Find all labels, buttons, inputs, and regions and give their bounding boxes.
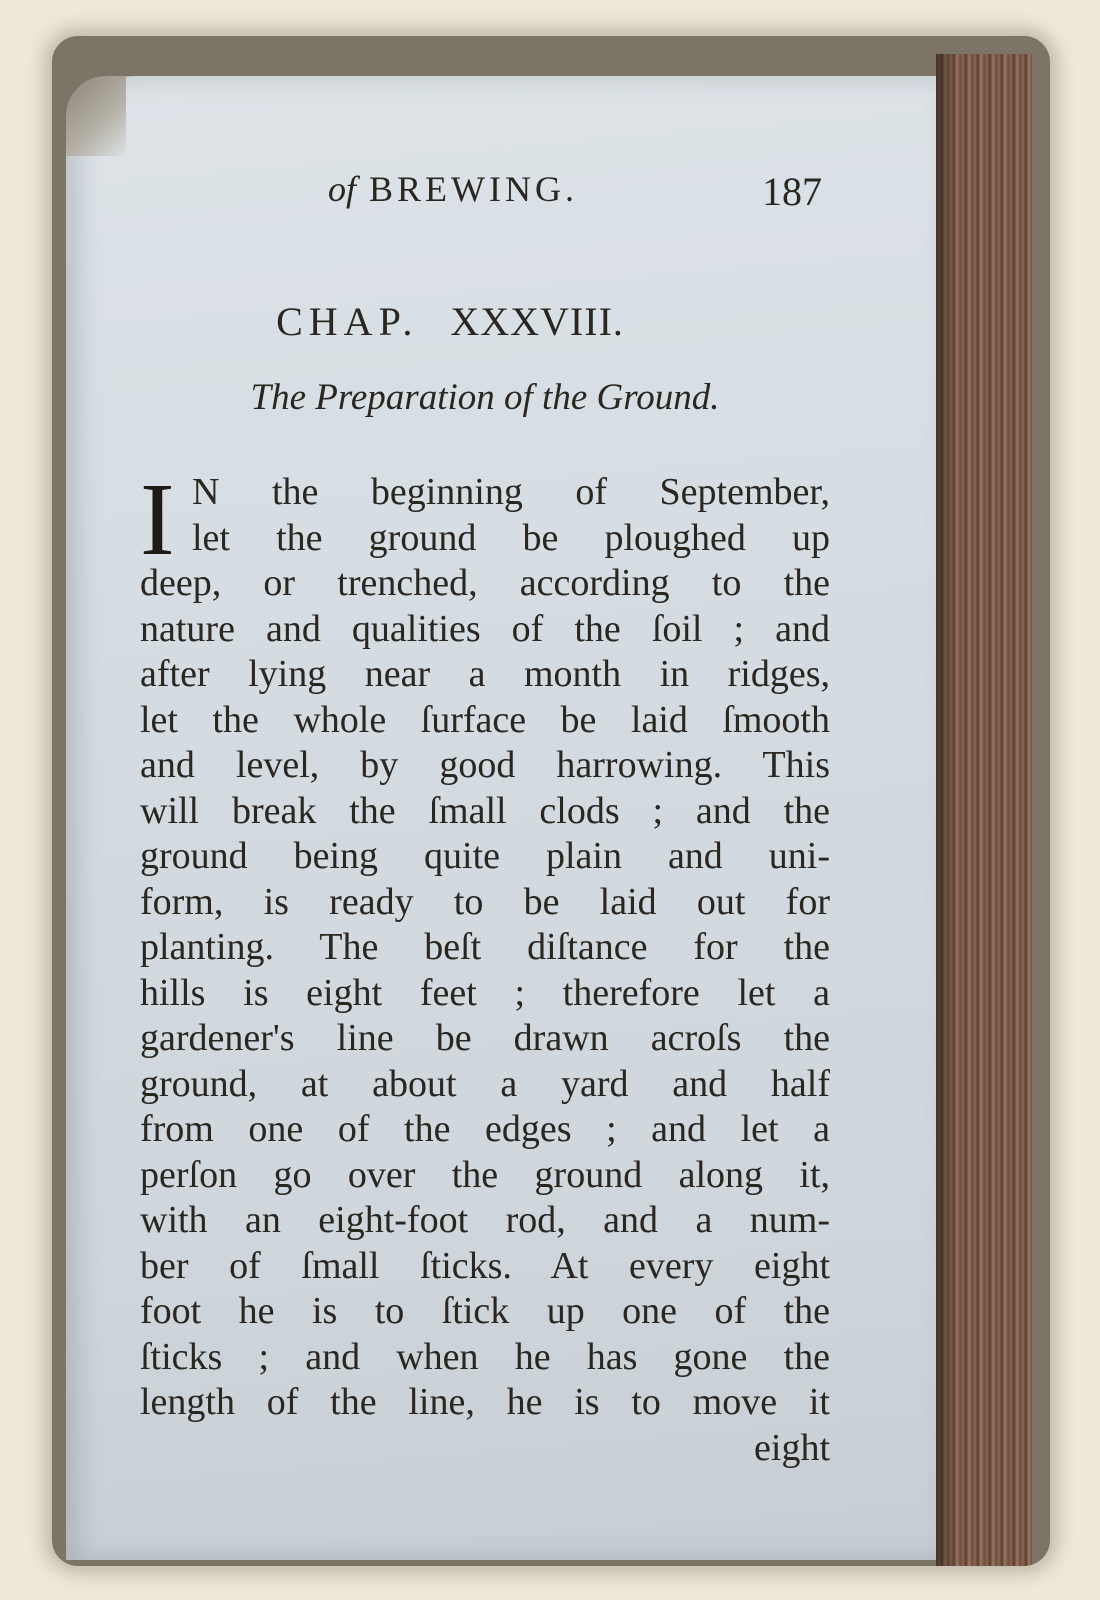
text-line: ſticks ; and when he has gone the xyxy=(140,1335,830,1378)
page-number: 187 xyxy=(762,169,822,214)
text-line: ground being quite plain and uni- xyxy=(140,835,830,877)
running-head-prefix: of xyxy=(328,169,357,209)
text-line: N the beginning of September, xyxy=(192,471,830,513)
text-line: ground, at about a yard and half xyxy=(140,1062,830,1105)
text-line: form, is ready to be laid out for xyxy=(140,880,830,923)
text-line: perſon go over the ground along it, xyxy=(140,1153,830,1196)
text-line: foot he is to ſtick up one of the xyxy=(140,1290,830,1332)
text-line: deep, or trenched, according to the xyxy=(140,562,830,604)
text-line: after lying near a month in ridges, xyxy=(140,653,830,695)
chapter-label: CHAP. xyxy=(276,299,419,344)
text-line: nature and qualities of the ſoil ; and xyxy=(140,607,830,650)
text-line: let the ground be ploughed up xyxy=(192,516,830,559)
running-head-title xyxy=(328,168,578,210)
catchword: eight xyxy=(754,1426,830,1469)
text-line: gardener's line be drawn acroſs the xyxy=(140,1017,830,1059)
text-line: length of the line, he is to move it xyxy=(140,1381,830,1423)
running-head xyxy=(140,168,830,218)
page-fold xyxy=(66,76,126,156)
text-line: ber of ſmall ſticks. At every eight xyxy=(140,1244,830,1287)
running-head-text: BREWING. xyxy=(369,169,578,209)
gutter-shadow xyxy=(936,54,956,1566)
body-text xyxy=(140,462,830,1471)
text-line: with an eight-foot rod, and a num- xyxy=(140,1199,830,1241)
text-line: let the whole ſurface be laid ſmooth xyxy=(140,698,830,741)
text-line: from one of the edges ; and let a xyxy=(140,1108,830,1150)
chapter-number: XXXVIII. xyxy=(450,299,624,344)
text-line: planting. The beſt diſtance for the xyxy=(140,926,830,968)
text-line: will break the ſmall clods ; and the xyxy=(140,789,830,832)
text-line: hills is eight feet ; therefore let a xyxy=(140,971,830,1014)
chapter-heading xyxy=(170,298,730,345)
text-line: and level, by good harrowing. This xyxy=(140,744,830,786)
drop-cap: I xyxy=(140,462,175,577)
chapter-subtitle: The Preparation of the Ground. xyxy=(250,377,720,418)
